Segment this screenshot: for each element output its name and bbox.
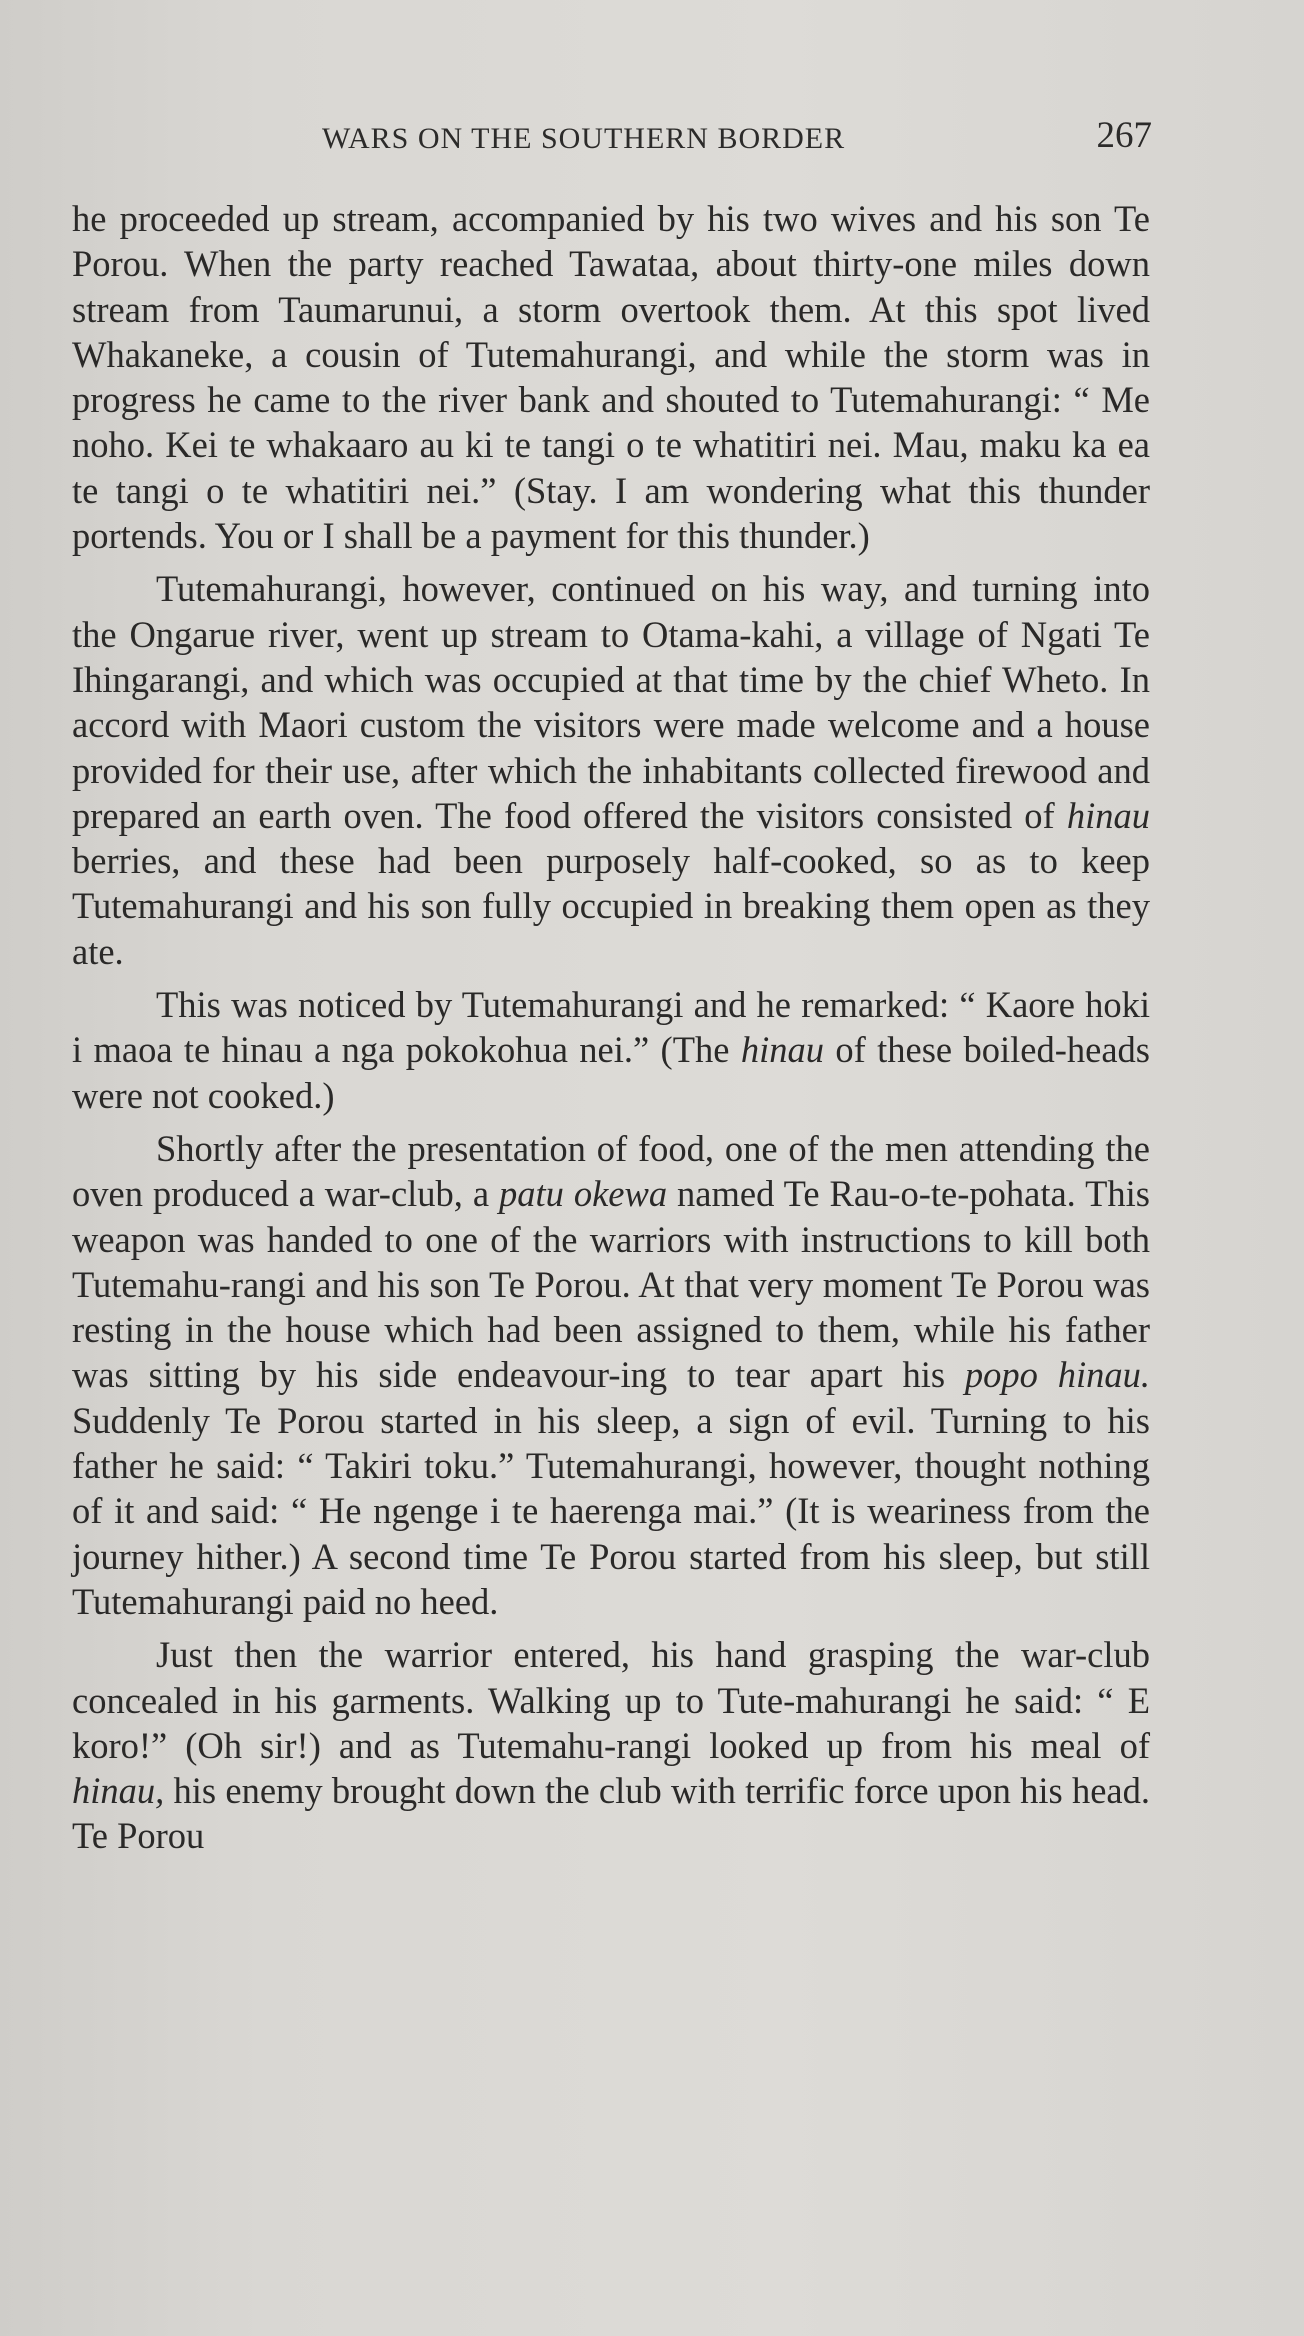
text-segment: his enemy brought down the club with terrific force upon his head. Te Porou xyxy=(72,1770,1150,1857)
text-segment: Suddenly Te Porou started in his sleep, a sign of evil. Turning to his father he said: “ Takiri toku.” Tutemahurangi, however, thought nothing of it and said: “ He ngenge i te haerenga mai.” (It is weariness from the journey hither.) A second time Te Porou started from his sleep, but still Tutemahurangi paid no heed. xyxy=(72,1399,1150,1622)
paragraph xyxy=(72,1632,1150,1858)
text-segment: berries, and these had been purposely half-cooked, so as to keep Tutemahurangi and his son fully occupied in breaking them open as they ate. xyxy=(72,840,1150,972)
running-title: WARS ON THE SOUTHERN BORDER xyxy=(322,122,846,155)
page-header xyxy=(72,112,1152,164)
paragraph xyxy=(72,566,1150,974)
text-segment: Tutemahurangi, however, continued on his way, and turning into the Ongarue river, went up stream to Otama-kahi, a village of Ngati Te Ihingarangi, and which was occupied at that time by the chief Wheto. In accord with Maori custom the visitors were made welcome and a house provided for their use, after which the inhabitants collected firewood and prepared an earth oven. The food offered the visitors consisted of xyxy=(72,568,1150,836)
italic-term: hinau xyxy=(1066,794,1150,836)
italic-term: hinau, xyxy=(72,1770,165,1812)
text-segment: of these boiled-heads were not cooked.) xyxy=(72,1029,1150,1116)
paragraph xyxy=(72,982,1150,1118)
text-segment: This was noticed by Tutemahurangi and he remarked: “ Kaore hoki i maoa te hinau a nga pokokohua nei.” (The xyxy=(72,984,1150,1071)
italic-term: popo hinau. xyxy=(964,1354,1150,1396)
page-number: 267 xyxy=(1096,115,1152,156)
paragraph xyxy=(72,1126,1150,1624)
body-text xyxy=(72,196,1150,1859)
paragraph xyxy=(72,196,1150,558)
text-segment: named Te Rau-o-te-pohata. This weapon was handed to one of the warriors with instructions to kill both Tutemahu-rangi and his son Te Porou. At that very moment Te Porou was resting in the house which had been assigned to them, while his father was sitting by his side endeavour-ing to tear apart his xyxy=(72,1173,1150,1396)
italic-term: patu okewa xyxy=(499,1173,668,1215)
text-segment: Shortly after the presentation of food, one of the men attending the oven produced a war-club, a xyxy=(72,1127,1150,1215)
italic-term: hinau xyxy=(740,1029,824,1071)
text-segment: Just then the warrior entered, his hand grasping the war-club concealed in his garments. Walking up to Tute-mahurangi he said: “ E koro!” (Oh sir!) and as Tutemahu-rangi looked up from his meal of xyxy=(72,1634,1150,1766)
text-segment: he proceeded up stream, accompanied by his two wives and his son Te Porou. When the party reached Tawataa, about thirty-one miles down stream from Taumarunui, a storm overtook them. At this spot lived Whakaneke, a cousin of Tutemahurangi, and while the storm was in progress he came to the river bank and shouted to Tutemahurangi: “ Me noho. Kei te whakaaro au ki te tangi o te whatitiri nei. Mau, maku ka ea te tangi o te whatitiri nei.” (Stay. I am wondering what this thunder portends. You or I shall be a payment for this thunder.) xyxy=(72,198,1150,557)
